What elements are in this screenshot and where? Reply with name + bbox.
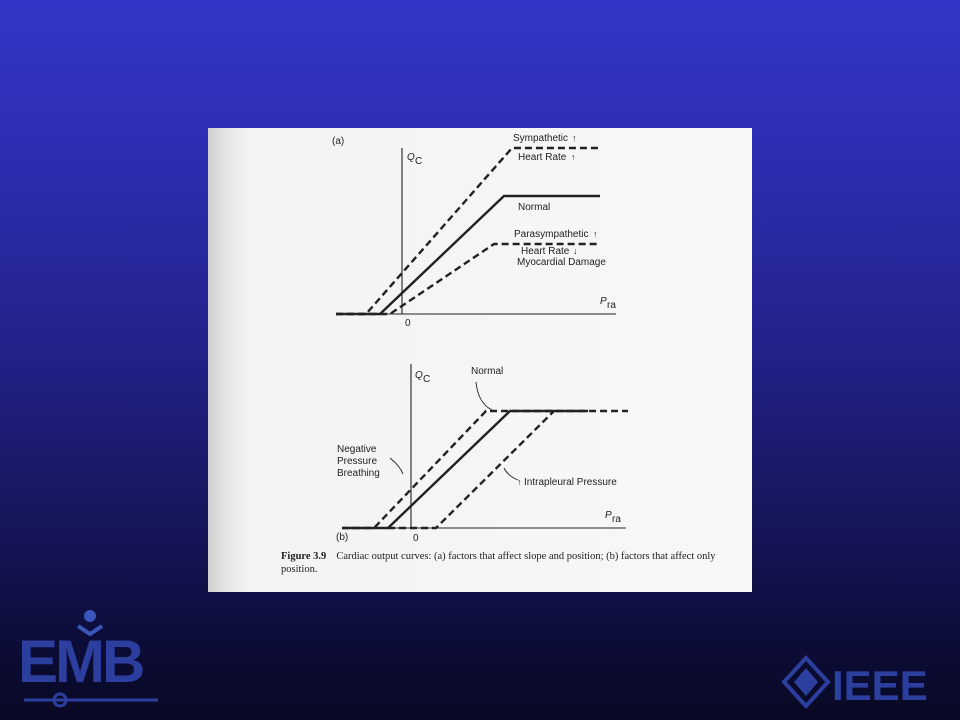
label-negative: Negative [337,444,377,455]
ieee-logo [780,654,950,710]
panel-a-y-label: Q [407,152,415,163]
panel-b-origin: 0 [413,533,419,544]
panel-a-x-label: P [600,296,607,307]
panel-a-x-sub: ra [607,300,616,311]
panel-b-x-sub: ra [612,514,621,525]
panel-b-x-label: P [605,510,612,521]
cardiac-output-figure [208,128,752,592]
label-sympathetic: Sympathetic [513,133,569,144]
panel-b-tag: (b) [336,532,349,543]
curve-intrapleural [388,411,554,528]
leader-negative [390,458,403,474]
leader-normal [476,382,492,410]
label-normal-a: Normal [518,202,551,213]
panel-b-y-sub: C [423,374,431,385]
caption-text: Cardiac output curves: (a) factors that affect slope and position; (b) factors that affect only position. [281,551,716,575]
emb-logo-text: EMB [18,628,143,695]
caption-figure-number: Figure 3.9 [281,551,327,562]
arrow-up-icon: ↑ [593,229,598,239]
ieee-logo-text: IEEE [832,662,928,709]
leader-intrapleural [504,468,518,480]
arrow-up-icon: ↑ [517,477,522,487]
emb-logo [18,604,168,710]
label-heart-rate-up: Heart Rate [518,152,567,163]
panel-a-y-sub: C [415,156,423,167]
panel-b-y-label: Q [415,370,423,381]
label-heart-rate-down: Heart Rate [521,246,570,257]
label-parasympathetic: Parasympathetic [514,229,589,240]
panel-a-origin: 0 [405,318,411,329]
figure-caption [281,550,721,576]
curve-negative-pressure [342,411,628,528]
label-myocardial-damage: Myocardial Damage [517,257,606,268]
panel-a-tag: (a) [332,136,345,147]
label-breathing: Breathing [337,468,380,479]
arrow-up-icon: ↑ [572,133,577,143]
arrow-up-icon: ↑ [571,152,576,162]
label-normal-b: Normal [471,366,504,377]
label-pressure: Pressure [337,456,378,467]
figure-diagram [208,128,752,592]
arrow-down-icon: ↓ [573,246,578,256]
label-intrapleural: Intrapleural Pressure [524,477,617,488]
